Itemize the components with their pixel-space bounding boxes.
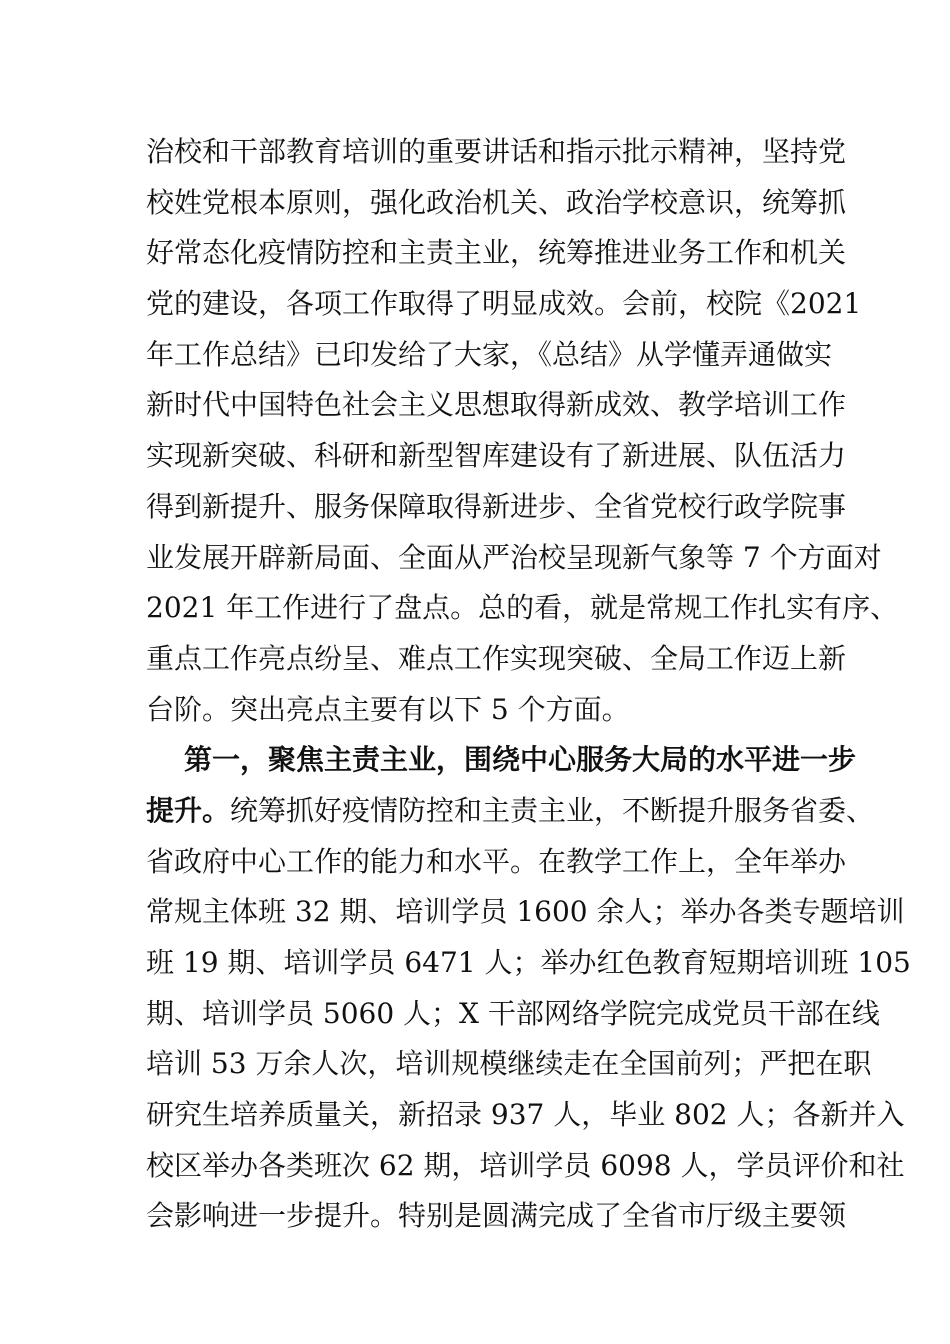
paragraph-line: 得到新提升、服务保障取得新进步、全省党校行政学院事 (146, 489, 847, 523)
paragraph-line: 校姓党根本原则，强化政治机关、政治学校意识，统筹抓 (146, 185, 847, 219)
section-heading-continuation (146, 786, 875, 837)
paragraph-line: 新时代中国特色社会主义思想取得新成效、教学培训工作 (146, 388, 847, 422)
paragraph-line: 党的建设，各项工作取得了明显成效。会前，校院《2021 (146, 287, 862, 321)
paragraph-line: 2021 年工作进行了盘点。总的看，就是常规工作扎实有序、 (146, 591, 899, 625)
paragraph-line: 业发展开辟新局面、全面从严治校呈现新气象等 7 个方面对 (146, 540, 882, 574)
paragraph-line: 台阶。突出亮点主要有以下 5 个方面。 (146, 692, 630, 726)
body-text (146, 127, 911, 1242)
paragraph-line: 会影响进一步提升。特别是圆满完成了全省市厅级主要领 (146, 1199, 847, 1233)
paragraph-line: 常规主体班 32 期、培训学员 1600 余人；举办各类专题培训 (146, 895, 905, 929)
section-text: 统筹抓好疫情防控和主责主业，不断提升服务省委、 (230, 793, 875, 827)
paragraph-line: 培训 53 万余人次，培训规模继续走在全国前列；严把在职 (146, 1047, 872, 1081)
paragraph-line: 年工作总结》已印发给了大家，《总结》从学懂弄通做实 (146, 337, 833, 371)
paragraph-line: 班 19 期、培训学员 6471 人；举办红色教育短期培训班 105 (146, 946, 911, 979)
paragraph-line: 省政府中心工作的能力和水平。在教学工作上，全年举办 (146, 844, 847, 878)
paragraph-line: 实现新突破、科研和新型智库建设有了新进展、队伍活力 (146, 439, 847, 473)
paragraph-line: 好常态化疫情防控和主责主业，统筹推进业务工作和机关 (146, 236, 847, 270)
paragraph-line: 治校和干部教育培训的重要讲话和指示批示精神，坚持党 (146, 135, 847, 168)
paragraph-line: 期、培训学员 5060 人；X 干部网络学院完成党员干部在线 (146, 996, 880, 1030)
section-heading-end: 提升。 (146, 793, 231, 827)
section-heading: 第一，聚焦主责主业，围绕中心服务大局的水平进一步 (184, 743, 857, 777)
paragraph-line: 重点工作亮点纷呈、难点工作实现突破、全局工作迈上新 (146, 641, 847, 675)
paragraph-line: 校区举办各类班次 62 期，培训学员 6098 人，学员评价和社 (146, 1148, 905, 1182)
paragraph-line: 研究生培养质量关，新招录 937 人，毕业 802 人；各新并入 (146, 1098, 905, 1132)
